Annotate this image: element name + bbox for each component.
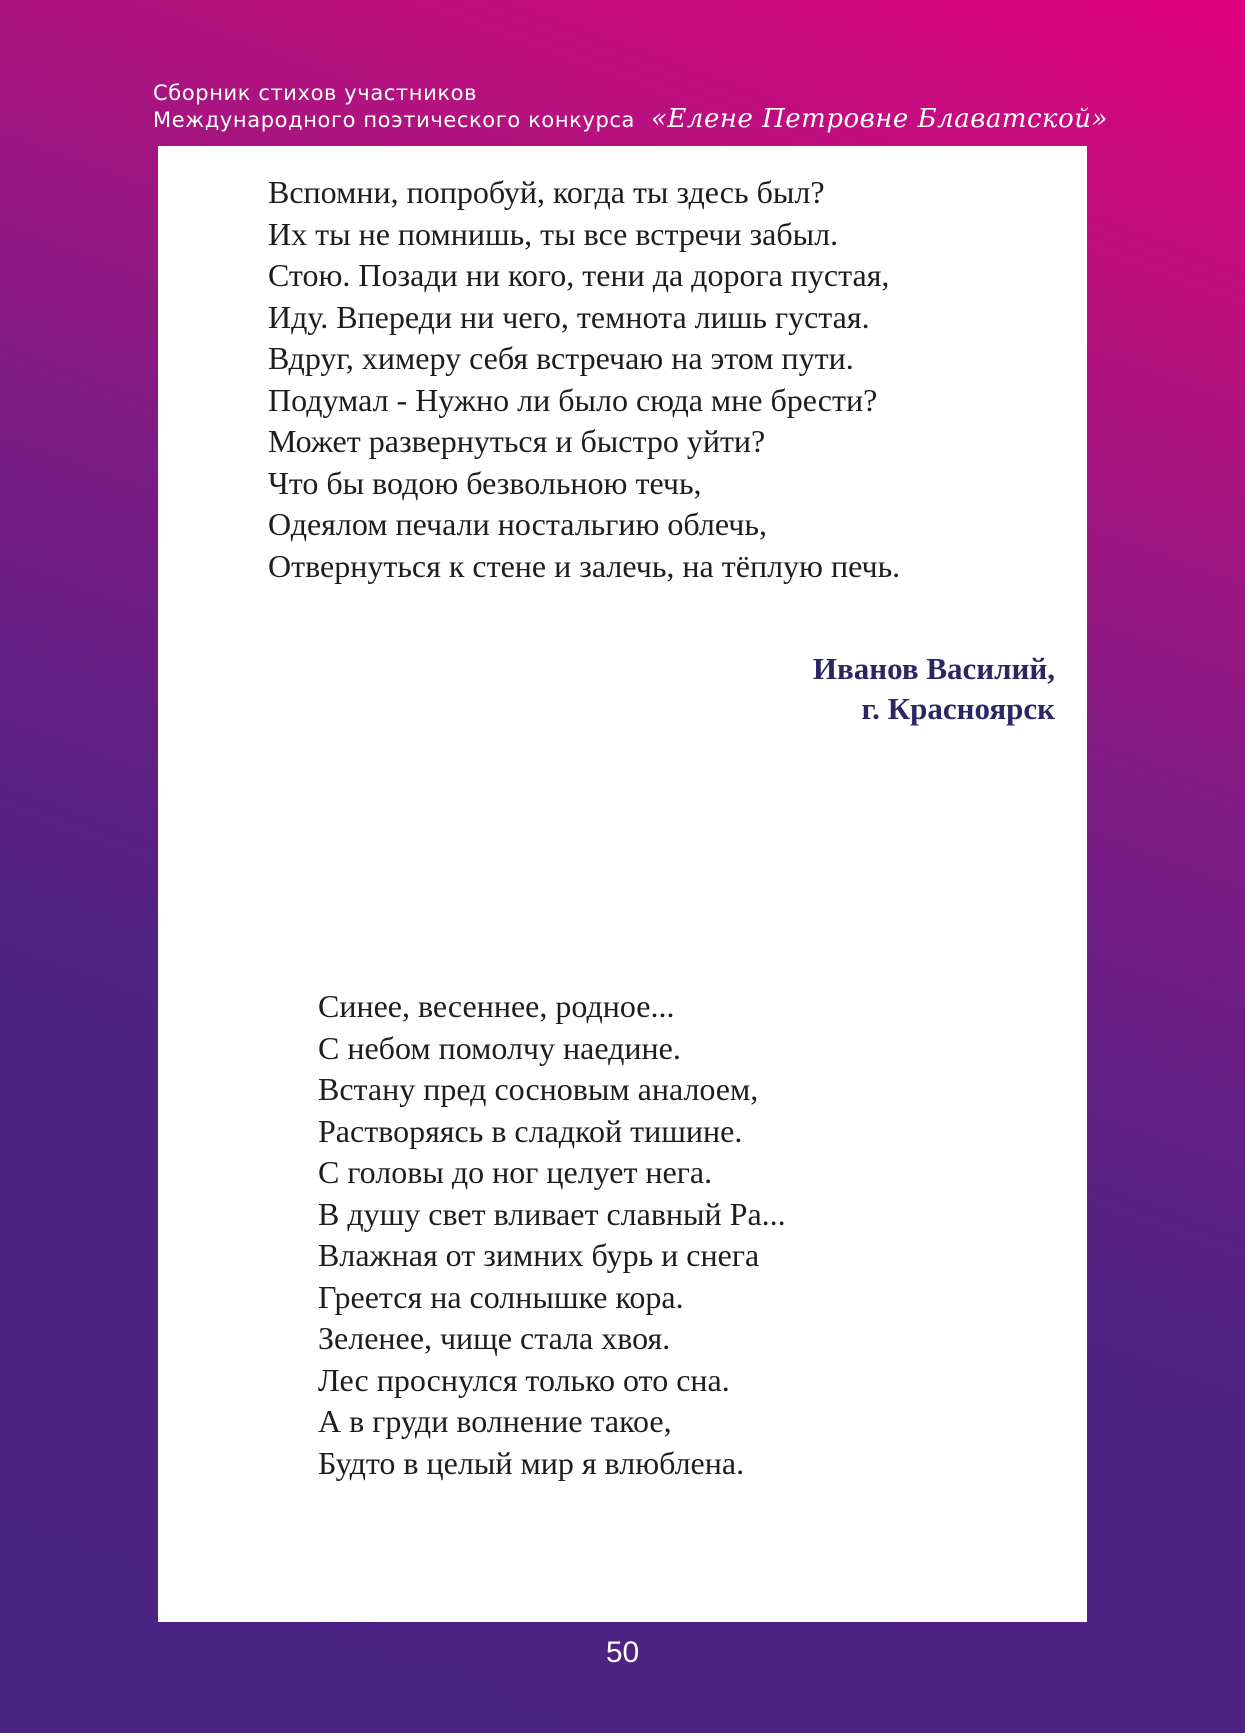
stanza-3 bbox=[318, 1318, 786, 1484]
poem-line: В душу свет вливает славный Ра... bbox=[318, 1195, 786, 1232]
poem-line: Лес проснулся только ото сна. bbox=[318, 1361, 730, 1398]
poem-1 bbox=[268, 172, 900, 587]
poem-line: Будто в целый мир я влюблена. bbox=[318, 1444, 745, 1481]
stanza-2 bbox=[318, 1152, 786, 1318]
header-line-2 bbox=[153, 104, 1108, 134]
poem-line: Вспомни, попробуй, когда ты здесь был? bbox=[268, 174, 825, 210]
poem-line: Подумал - Нужно ли было сюда мне брести? bbox=[268, 381, 878, 418]
poem-line: С небом помолчу наедине. bbox=[318, 1029, 681, 1066]
poem-line: Греется на солнышке кора. bbox=[318, 1278, 684, 1315]
poem-line: Одеялом печали ностальгию облечь, bbox=[268, 506, 767, 542]
page-number: 50 bbox=[605, 1636, 640, 1669]
poem-line: Вдруг, химеру себя встречаю на этом пути. bbox=[268, 340, 854, 376]
poem-line: Что бы водою безвольною течь, bbox=[268, 464, 702, 501]
poem-line: Иду. Впереди ни чего, темнота лишь густая. bbox=[268, 298, 870, 335]
poem-line: Синее, весеннее, родное... bbox=[318, 988, 675, 1024]
poem-line: Стою. Позади ни кого, тени да дорога пустая, bbox=[268, 257, 890, 293]
poem-2 bbox=[318, 986, 786, 1484]
author-name: Иванов Василий, bbox=[812, 651, 1055, 686]
running-header bbox=[153, 80, 1108, 134]
header-line-1: Сборник стихов участников bbox=[153, 81, 478, 105]
poem-line: Растворяясь в сладкой тишине. bbox=[318, 1112, 743, 1149]
poem-line: Может развернуться и быстро уйти? bbox=[268, 423, 766, 459]
poem-line: С головы до ног целует нега. bbox=[318, 1154, 713, 1190]
page-sheet bbox=[158, 146, 1087, 1622]
poem-line: Встану пред сосновым аналоем, bbox=[318, 1071, 759, 1107]
poem-line: Влажная от зимних бурь и снега bbox=[318, 1237, 760, 1273]
poem-line: Их ты не помнишь, ты все встречи забыл. bbox=[268, 215, 839, 252]
poem-line: Отвернуться к стене и залечь, на тёплую печь. bbox=[268, 547, 901, 584]
contest-title: «Елене Петровне Блаватской» bbox=[651, 104, 1108, 134]
stanza-1 bbox=[318, 986, 786, 1152]
poem-line: А в груди волнение такое, bbox=[318, 1403, 672, 1439]
poem-line: Зеленее, чище стала хвоя. bbox=[318, 1320, 671, 1356]
author-city: г. Красноярск bbox=[861, 691, 1055, 726]
header-subtitle: Международного поэтического конкурса bbox=[153, 108, 636, 132]
author-signature bbox=[813, 649, 1055, 729]
